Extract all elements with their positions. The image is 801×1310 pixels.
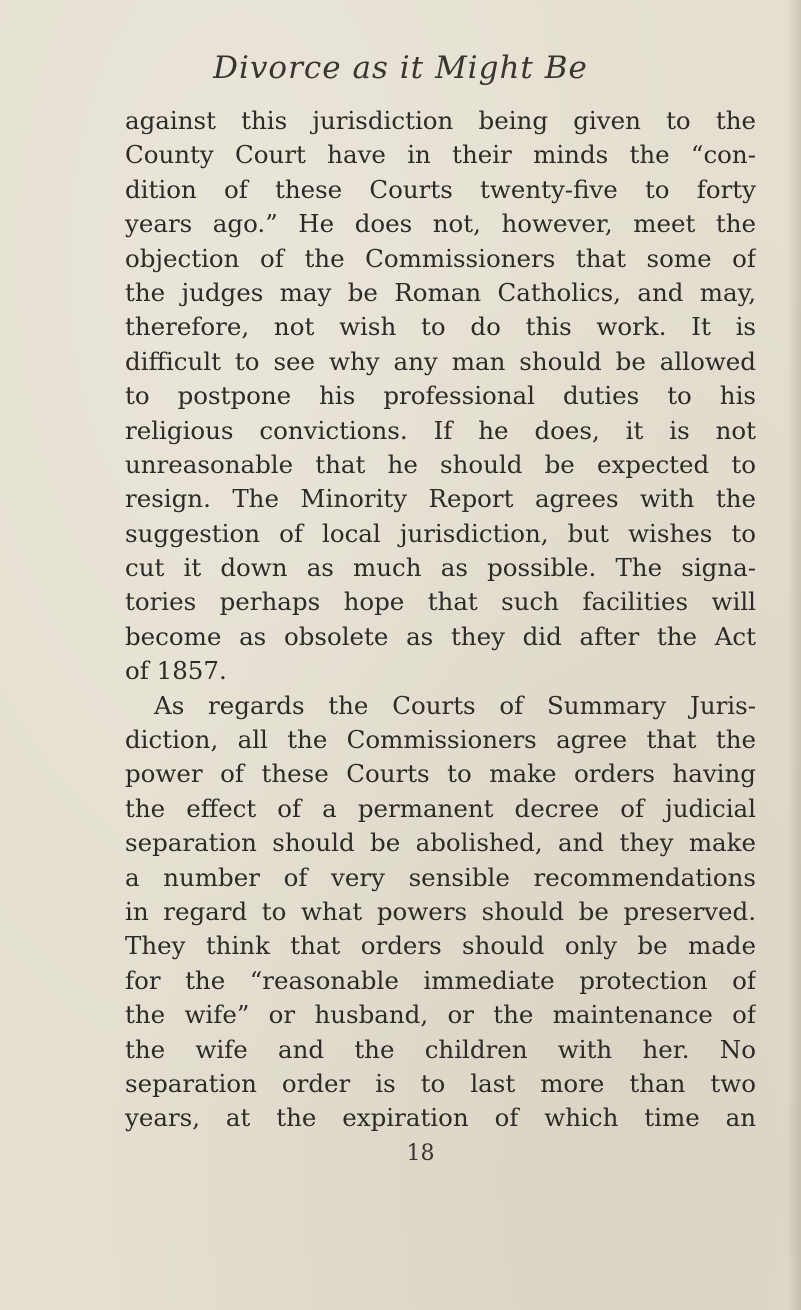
text-line: the judges may be Roman Catholics, and may, bbox=[125, 277, 756, 307]
text-line: a number of very sensible recommendations bbox=[125, 862, 756, 892]
text-line: for the “reasonable immediate protection of bbox=[125, 965, 756, 995]
text-line: separation should be abolished, and they make bbox=[125, 828, 756, 858]
paragraph-last-line: of 1857. bbox=[125, 656, 227, 686]
text-line: the wife and the children with her. No bbox=[125, 1034, 756, 1064]
text-line: unreasonable that he should be expected to bbox=[125, 449, 756, 479]
text-line: the wife” or husband, or the maintenance of bbox=[125, 1000, 756, 1030]
text-line: power of these Courts to make orders having bbox=[125, 759, 756, 789]
text-line: separation order is to last more than two bbox=[125, 1068, 756, 1098]
text-line: County Court have in their minds the “con- bbox=[125, 140, 756, 170]
text-line: against this jurisdiction being given to the bbox=[125, 106, 756, 135]
text-line: They think that orders should only be made bbox=[125, 931, 756, 961]
text-line: dition of these Courts twenty-five to forty bbox=[125, 174, 756, 204]
page-number: 18 bbox=[406, 1141, 435, 1166]
text-line: to postpone his professional duties to his bbox=[125, 381, 756, 411]
text-line: become as obsolete as they did after the Act bbox=[125, 621, 756, 651]
text-line: in regard to what powers should be preserved. bbox=[125, 896, 756, 926]
text-line: years ago.” He does not, however, meet the bbox=[125, 209, 756, 239]
text-line: the effect of a permanent decree of judicial bbox=[125, 793, 756, 823]
text-line: therefore, not wish to do this work. It is bbox=[125, 312, 756, 342]
text-line: difficult to see why any man should be allowed bbox=[125, 346, 756, 376]
text-line: diction, all the Commissioners agree that the bbox=[125, 725, 756, 755]
text-line: religious convictions. If he does, it is not bbox=[125, 415, 756, 445]
text-line: cut it down as much as possible. The signa- bbox=[125, 553, 756, 583]
body-text bbox=[125, 104, 756, 1136]
text-line: objection of the Commissioners that some of bbox=[125, 243, 756, 273]
text-line: suggestion of local jurisdiction, but wishes to bbox=[125, 518, 756, 548]
running-head: Divorce as it Might Be bbox=[213, 50, 588, 86]
text-line: years, at the expiration of which time an bbox=[125, 1103, 756, 1133]
paragraph-first-line: As regards the Courts of Summary Juris- bbox=[154, 690, 756, 720]
text-line: tories perhaps hope that such facilities will bbox=[125, 587, 756, 617]
text-line: resign. The Minority Report agrees with the bbox=[125, 484, 756, 514]
page-edge-shadow bbox=[787, 0, 801, 1310]
